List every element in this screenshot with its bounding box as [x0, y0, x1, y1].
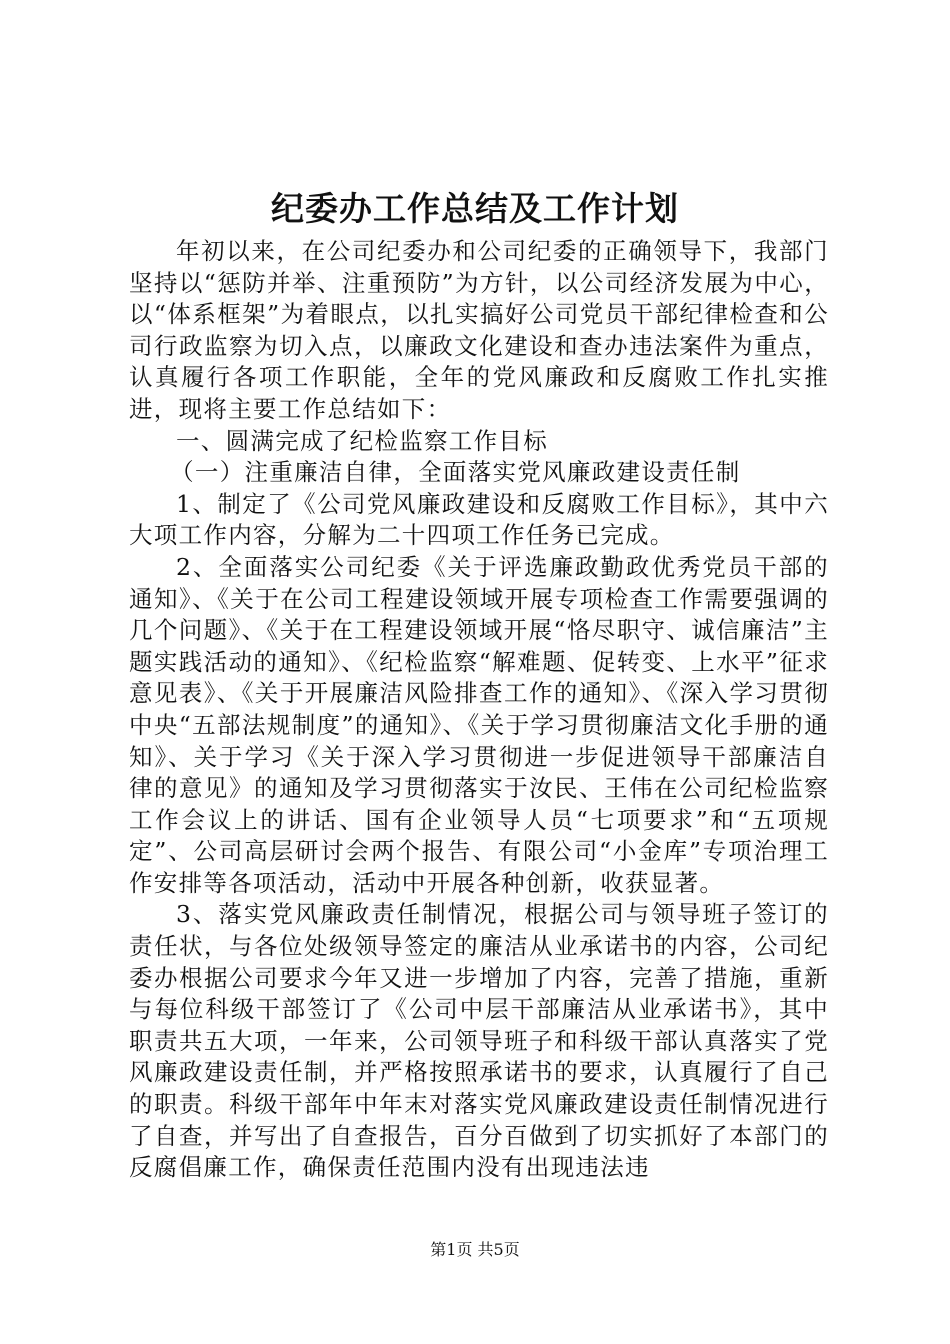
document-body	[129, 236, 829, 1184]
item-paragraph-1: 1、制定了《公司党风廉政建设和反腐败工作目标》，其中六大项工作内容，分解为二十四项工作任务已完成。	[129, 489, 829, 550]
page-footer	[0, 1238, 950, 1262]
section-heading: 一、圆满完成了纪检监察工作目标	[176, 426, 548, 455]
item-paragraph-3: 3、落实党风廉政责任制情况，根据公司与领导班子签订的责任状，与各位处级领导签定的廉洁从业承诺书的内容，公司纪委办根据公司要求今年又进一步增加了内容，完善了措施，重新与每位科级干部签订了《公司中层干部廉洁从业承诺书》，其中职责共五大项，一年来，公司领导班子和科级干部认真落实了党风廉政建设责任制，并严格按照承诺书的要求，认真履行了自己的职责。科级干部年中年末对落实党风廉政建设责任制情况进行了自查，并写出了自查报告，百分百做到了切实抓好了本部门的反腐倡廉工作，确保责任范围内没有出现违法违	[129, 900, 829, 1182]
document-title: 纪委办工作总结及工作计划	[271, 189, 679, 228]
subsection-heading: （一）注重廉洁自律，全面落实党风廉政建设责任制	[170, 458, 741, 487]
intro-paragraph: 年初以来，在公司纪委办和公司纪委的正确领导下，我部门坚持以“惩防并举、注重预防”为方针，以公司经济发展为中心，以“体系框架”为着眼点，以扎实搞好公司党员干部纪律检查和公司行政监察为切入点，以廉政文化建设和查办违法案件为重点，认真履行各项工作职能，全年的党风廉政和反腐败工作扎实推进，现将主要工作总结如下：	[129, 237, 829, 423]
item-paragraph-2: 2、全面落实公司纪委《关于评选廉政勤政优秀党员干部的通知》、《关于在公司工程建设领域开展专项检查工作需要强调的几个问题》、《关于在工程建设领域开展“恪尽职守、诚信廉洁”主题实践活动的通知》、《纪检监察“解难题、促转变、上水平”征求意见表》、《关于开展廉洁风险排查工作的通知》、《深入学习贯彻中央“五部法规制度”的通知》、《关于学习贯彻廉洁文化手册的通知》、关于学习《关于深入学习贯彻进一步促进领导干部廉洁自律的意见》的通知及学习贯彻落实于汝民、王伟在公司纪检监察工作会议上的讲话、国有企业领导人员“七项要求”和“五项规定”、公司高层研讨会两个报告、有限公司“小金库”专项治理工作安排等各项活动，活动中开展各种创新，收获显著。	[129, 552, 829, 897]
page-total: 共5页	[477, 1240, 520, 1259]
page-number: 第1页	[430, 1240, 473, 1259]
